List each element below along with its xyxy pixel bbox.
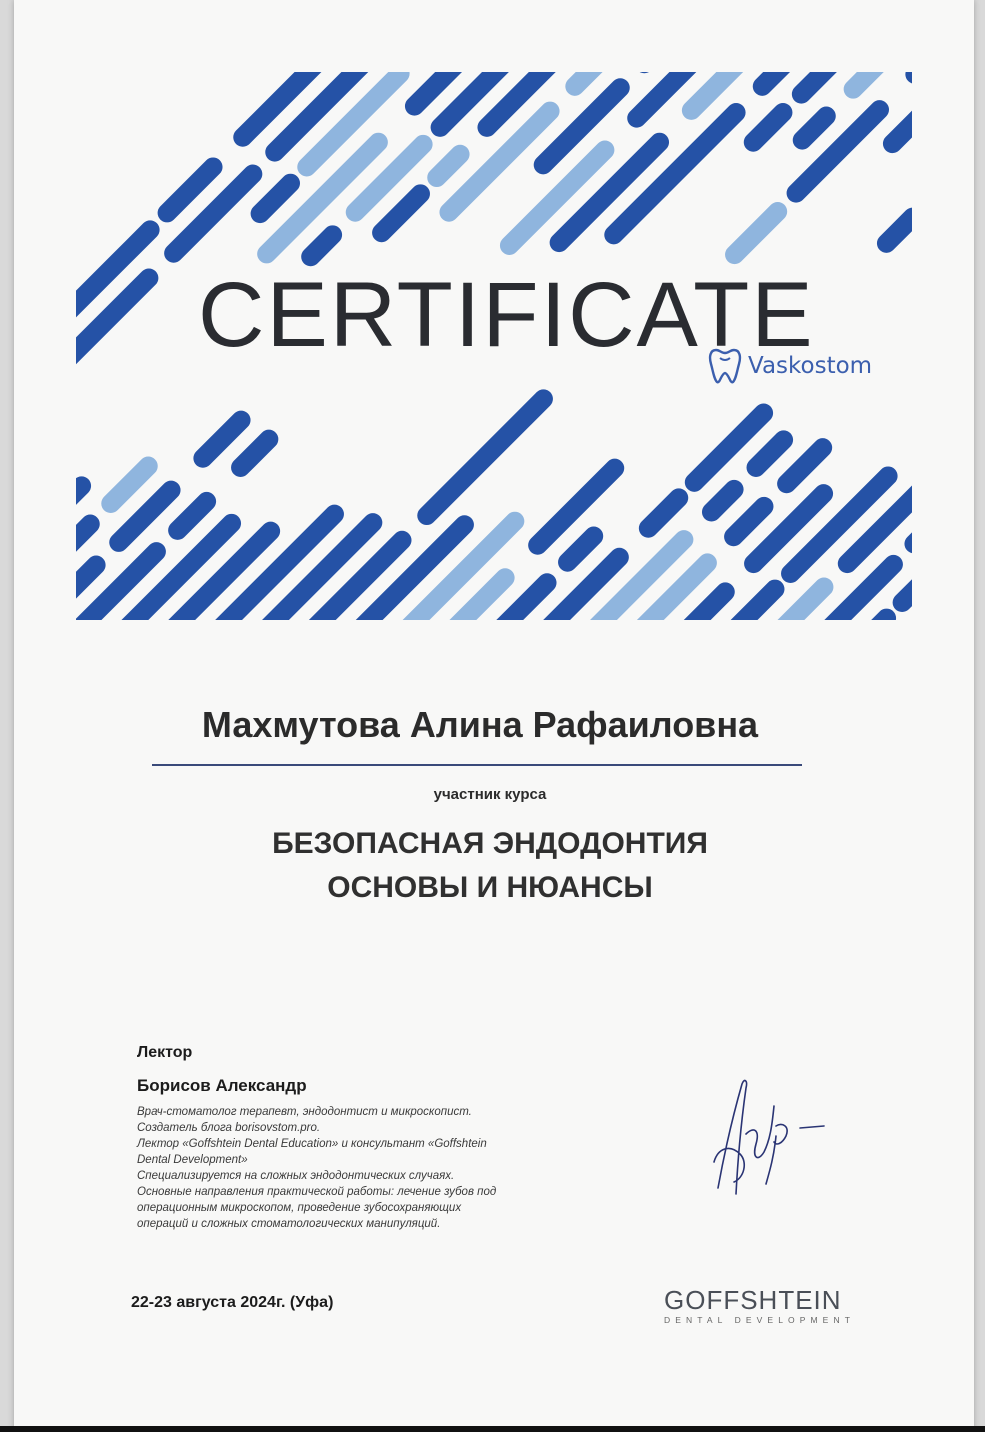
course-title-line-1: БЕЗОПАСНАЯ ЭНДОДОНТИЯ bbox=[272, 827, 708, 860]
photo-edge-shadow bbox=[0, 1426, 985, 1432]
participant-label: участник курса bbox=[433, 786, 547, 803]
lecturer-name: Борисов Александр bbox=[137, 1076, 307, 1095]
stripe bbox=[60, 230, 151, 321]
bio-line: операционным микроскопом, проведение зубосохраняющих bbox=[137, 1202, 462, 1214]
stripe bbox=[818, 564, 894, 640]
stripe bbox=[801, 47, 848, 94]
vaskostom-logo bbox=[708, 344, 872, 388]
stripe bbox=[21, 614, 47, 640]
stripe bbox=[902, 550, 954, 602]
goffshtein-logo bbox=[664, 1286, 884, 1326]
stripe bbox=[538, 468, 615, 545]
stripe bbox=[543, 0, 614, 24]
stripe bbox=[915, 16, 973, 74]
name-underline bbox=[152, 764, 802, 766]
bio-line: Специализируется на сложных эндодонтических случаях. bbox=[137, 1170, 455, 1182]
stripe bbox=[23, 486, 82, 545]
bio-line: Основные направления практической работы: лечение зубов под bbox=[137, 1186, 497, 1198]
stripe bbox=[241, 439, 269, 467]
stripe bbox=[892, 58, 978, 144]
stripe bbox=[0, 342, 38, 406]
stripe bbox=[509, 150, 604, 245]
stripe bbox=[958, 518, 985, 640]
stripe bbox=[873, 0, 929, 23]
stripe bbox=[756, 440, 784, 468]
stripe bbox=[0, 472, 48, 539]
stripe bbox=[648, 498, 678, 528]
stripe bbox=[865, 618, 887, 640]
goffshtein-logo-name: GOFFSHTEIN bbox=[664, 1285, 842, 1315]
stripe bbox=[734, 506, 764, 536]
stripe bbox=[691, 43, 759, 111]
stripe bbox=[427, 399, 544, 516]
stripe bbox=[844, 0, 889, 5]
bio-line: Лектор «Goffshtein Dental Education» и консультант «Goffshtein bbox=[137, 1138, 487, 1150]
bio-line: операций и сложных стоматологических манипуляций. bbox=[137, 1218, 441, 1230]
stripe bbox=[69, 565, 97, 593]
stripe bbox=[68, 552, 156, 640]
stripe bbox=[937, 120, 985, 192]
stripe bbox=[178, 501, 207, 530]
stripe bbox=[912, 617, 935, 640]
stripe bbox=[311, 235, 333, 257]
stripe bbox=[167, 167, 213, 213]
stripe bbox=[437, 154, 460, 177]
stripe bbox=[853, 32, 910, 89]
stripe bbox=[0, 424, 3, 516]
stripe bbox=[349, 5, 375, 31]
tooth-icon bbox=[708, 346, 742, 386]
lecturer-bio bbox=[137, 1104, 557, 1232]
stripe bbox=[111, 466, 148, 503]
stripe bbox=[753, 113, 783, 143]
stripe bbox=[429, 0, 484, 45]
event-date: 22-23 августа 2024г. (Уфа) bbox=[131, 1294, 334, 1311]
stripe bbox=[382, 194, 421, 233]
stripe bbox=[914, 419, 985, 543]
stripe bbox=[930, 0, 985, 12]
course-title-line-2: ОСНОВЫ И НЮАНСЫ bbox=[327, 871, 653, 904]
lecturer-signature bbox=[700, 1066, 840, 1206]
stripe bbox=[787, 448, 823, 484]
stripe bbox=[575, 30, 632, 87]
bio-line: Создатель блога borisovstom.pro. bbox=[137, 1122, 321, 1134]
stripe bbox=[929, 35, 985, 154]
stripe bbox=[0, 560, 7, 640]
bio-line: Dental Development» bbox=[137, 1154, 248, 1166]
stripe bbox=[400, 0, 429, 27]
stripe bbox=[260, 183, 290, 213]
stripe bbox=[644, 0, 760, 64]
stripe bbox=[793, 0, 819, 9]
stripe bbox=[802, 116, 826, 140]
bio-line: Врач-стоматолог терапевт, эндодонтист и микроскопист. bbox=[137, 1106, 472, 1118]
stripe bbox=[537, 557, 620, 640]
stripe bbox=[711, 489, 734, 512]
brand-name: Vaskostom bbox=[748, 353, 873, 379]
lecturer-heading: Лектор bbox=[137, 1044, 193, 1061]
stripe bbox=[847, 470, 941, 564]
stripe bbox=[952, 525, 985, 599]
stripe bbox=[307, 74, 400, 167]
course-title bbox=[160, 822, 820, 910]
recipient-name: Махмутова Алина Рафаиловна bbox=[201, 704, 759, 745]
stripe bbox=[568, 536, 594, 562]
stripe bbox=[203, 420, 241, 458]
goffshtein-logo-subtitle: DENTAL DEVELOPMENT bbox=[664, 1315, 855, 1325]
stripe bbox=[886, 217, 912, 243]
certificate-title: CERTIFICATE bbox=[198, 264, 815, 366]
stripe bbox=[0, 415, 59, 500]
stripe bbox=[735, 211, 778, 254]
